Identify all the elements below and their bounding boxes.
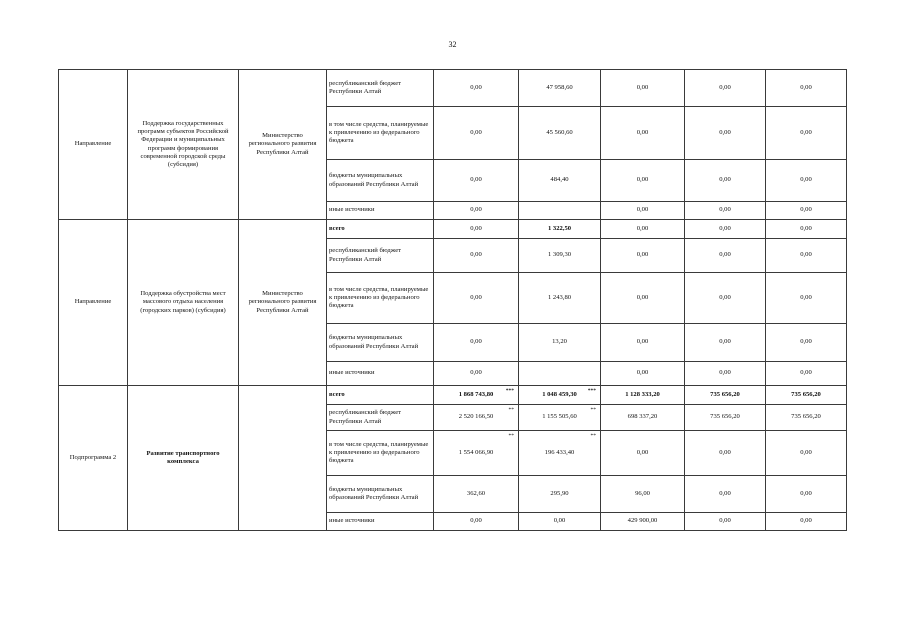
funding-source: республиканский бюджет Республики Алтай — [327, 405, 434, 431]
value-cell: 0,00 — [685, 362, 766, 386]
value-cell — [434, 431, 519, 476]
value-cell: 0,00 — [519, 513, 601, 531]
value-cell: 735 656,20 — [685, 386, 766, 405]
value-cell: 0,00 — [685, 70, 766, 107]
value-cell: 735 656,20 — [766, 405, 847, 431]
footnote-mark: ** — [590, 433, 596, 439]
value-cell: 0,00 — [766, 476, 847, 513]
value-cell: 0,00 — [434, 324, 519, 362]
value-cell: 0,00 — [601, 202, 685, 220]
value-cell — [519, 362, 601, 386]
funding-source: в том числе средства, планируемые к привлечению из федерального бюджета — [327, 273, 434, 324]
value-cell: 0,00 — [766, 220, 847, 239]
value-cell: 0,00 — [685, 160, 766, 202]
program-kind: Направление — [59, 220, 128, 386]
responsible-executor: Министерство регионального развития Республики Алтай — [239, 220, 327, 386]
value-text: 1 554 066,90 — [458, 448, 494, 456]
page-number: 32 — [448, 40, 457, 49]
value-cell: 0,00 — [434, 239, 519, 273]
value-cell — [519, 405, 601, 431]
value-cell: 0,00 — [434, 160, 519, 202]
value-cell: 0,00 — [766, 107, 847, 160]
value-cell: 0,00 — [766, 431, 847, 476]
value-cell — [434, 386, 519, 405]
value-cell — [519, 386, 601, 405]
value-cell: 0,00 — [434, 513, 519, 531]
funding-source: бюджеты муниципальных образований Республики Алтай — [327, 160, 434, 202]
value-cell: 0,00 — [601, 239, 685, 273]
value-cell: 0,00 — [766, 70, 847, 107]
value-cell: 45 560,60 — [519, 107, 601, 160]
value-cell: 735 656,20 — [766, 386, 847, 405]
program-title: Развитие транспортного комплекса — [128, 386, 239, 531]
value-cell: 362,60 — [434, 476, 519, 513]
funding-source: бюджеты муниципальных образований Республики Алтай — [327, 324, 434, 362]
budget-table — [58, 69, 847, 531]
footnote-mark: ** — [508, 407, 514, 413]
value-cell: 0,00 — [601, 220, 685, 239]
value-text: 2 520 166,50 — [458, 413, 494, 421]
value-cell: 1 309,30 — [519, 239, 601, 273]
value-cell: 0,00 — [685, 273, 766, 324]
value-cell: 295,90 — [519, 476, 601, 513]
value-cell: 0,00 — [601, 107, 685, 160]
table-row — [59, 386, 847, 405]
value-cell: 0,00 — [434, 202, 519, 220]
value-cell: 0,00 — [766, 513, 847, 531]
value-cell: 0,00 — [685, 220, 766, 239]
value-text: 196 433,40 — [544, 448, 575, 456]
funding-source: всего — [327, 386, 434, 405]
value-cell: 0,00 — [601, 160, 685, 202]
value-cell: 0,00 — [766, 202, 847, 220]
footnote-mark: ** — [508, 433, 514, 439]
value-cell: 0,00 — [766, 362, 847, 386]
value-cell: 13,20 — [519, 324, 601, 362]
table-row — [59, 220, 847, 239]
funding-source: в том числе средства, планируемые к привлечению из федерального бюджета — [327, 107, 434, 160]
responsible-executor — [239, 386, 327, 531]
program-kind: Направление — [59, 70, 128, 220]
value-cell: 0,00 — [766, 160, 847, 202]
funding-source: республиканский бюджет Республики Алтай — [327, 70, 434, 107]
value-cell: 0,00 — [685, 107, 766, 160]
value-cell: 0,00 — [601, 431, 685, 476]
value-cell: 735 656,20 — [685, 405, 766, 431]
value-cell: 0,00 — [685, 431, 766, 476]
value-text: 1 155 505,60 — [542, 413, 577, 421]
footnote-mark: *** — [505, 388, 514, 394]
value-cell: 0,00 — [601, 362, 685, 386]
funding-source: иные источники — [327, 513, 434, 531]
value-cell: 0,00 — [685, 324, 766, 362]
funding-source: в том числе средства, планируемые к привлечению из федерального бюджета — [327, 431, 434, 476]
value-cell: 0,00 — [685, 202, 766, 220]
value-cell: 96,00 — [601, 476, 685, 513]
value-cell: 1 243,80 — [519, 273, 601, 324]
value-text: 1 868 743,80 — [458, 390, 494, 398]
value-cell: 0,00 — [766, 239, 847, 273]
footnote-mark: *** — [587, 388, 596, 394]
value-text: 1 048 459,30 — [542, 390, 577, 398]
value-cell: 0,00 — [601, 324, 685, 362]
value-cell: 0,00 — [434, 273, 519, 324]
value-cell: 47 958,60 — [519, 70, 601, 107]
funding-source: бюджеты муниципальных образований Республики Алтай — [327, 476, 434, 513]
value-cell: 0,00 — [434, 362, 519, 386]
program-title: Поддержка государственных программ субъектов Российской Федерации и муниципальных программ формирования современной городской среды (субсидия) — [128, 70, 239, 220]
value-cell: 0,00 — [601, 70, 685, 107]
value-cell: 0,00 — [766, 273, 847, 324]
value-cell — [434, 405, 519, 431]
funding-source: всего — [327, 220, 434, 239]
funding-source: иные источники — [327, 362, 434, 386]
value-cell: 0,00 — [601, 273, 685, 324]
value-cell: 698 337,20 — [601, 405, 685, 431]
program-kind: Подпрограмма 2 — [59, 386, 128, 531]
value-cell: 0,00 — [685, 476, 766, 513]
value-cell: 484,40 — [519, 160, 601, 202]
value-cell: 0,00 — [434, 220, 519, 239]
value-cell — [519, 431, 601, 476]
footnote-mark: ** — [590, 407, 596, 413]
value-cell: 1 322,50 — [519, 220, 601, 239]
table-row — [59, 70, 847, 107]
value-cell: 0,00 — [434, 70, 519, 107]
value-cell: 429 900,00 — [601, 513, 685, 531]
program-title: Поддержка обустройства мест массового отдыха населения (городских парков) (субсидия) — [128, 220, 239, 386]
funding-source: иные источники — [327, 202, 434, 220]
value-cell — [519, 202, 601, 220]
value-cell: 0,00 — [766, 324, 847, 362]
value-cell: 0,00 — [685, 239, 766, 273]
value-cell: 0,00 — [434, 107, 519, 160]
funding-source: республиканский бюджет Республики Алтай — [327, 239, 434, 273]
value-cell: 0,00 — [685, 513, 766, 531]
value-cell: 1 128 333,20 — [601, 386, 685, 405]
responsible-executor: Министерство регионального развития Республики Алтай — [239, 70, 327, 220]
